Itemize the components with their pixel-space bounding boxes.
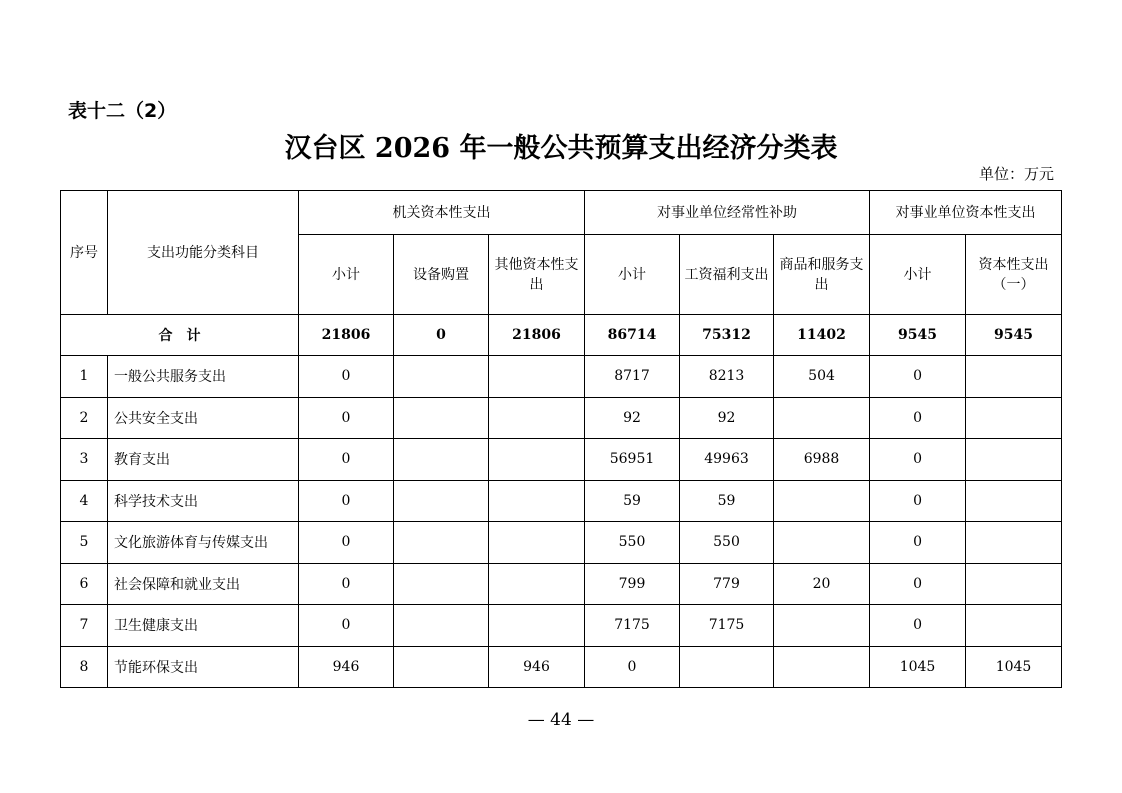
header-group-agency-capital: 机关资本性支出 (299, 191, 585, 235)
table-cell (489, 522, 585, 564)
table-cell: 0 (299, 563, 394, 605)
table-cell: 59 (680, 480, 774, 522)
row-seq: 4 (61, 480, 108, 522)
table-cell: 946 (299, 646, 394, 688)
table-cell: 0 (585, 646, 680, 688)
table-row (61, 522, 1062, 564)
table-row (61, 397, 1062, 439)
table-cell (966, 480, 1062, 522)
table-cell: 946 (489, 646, 585, 688)
total-cell: 21806 (489, 315, 585, 356)
row-seq: 3 (61, 439, 108, 481)
table-cell: 0 (299, 397, 394, 439)
row-seq: 8 (61, 646, 108, 688)
table-cell (680, 646, 774, 688)
table-cell: 56951 (585, 439, 680, 481)
table-row (61, 439, 1062, 481)
budget-table (60, 190, 1062, 688)
row-seq: 5 (61, 522, 108, 564)
table-cell: 550 (680, 522, 774, 564)
total-row (61, 315, 1062, 356)
row-subject: 卫生健康支出 (108, 605, 299, 647)
table-cell (394, 563, 489, 605)
row-subject: 一般公共服务支出 (108, 356, 299, 398)
table-cell: 0 (870, 397, 966, 439)
table-cell: 0 (299, 356, 394, 398)
table-cell (774, 397, 870, 439)
table-cell: 59 (585, 480, 680, 522)
table-cell (966, 439, 1062, 481)
table-cell: 1045 (966, 646, 1062, 688)
total-cell: 9545 (870, 315, 966, 356)
header-seq: 序号 (61, 191, 108, 315)
table-cell: 7175 (585, 605, 680, 647)
header-g1-other: 其他资本性支出 (489, 235, 585, 315)
row-seq: 1 (61, 356, 108, 398)
header-group-institution-recurring: 对事业单位经常性补助 (585, 191, 870, 235)
row-seq: 2 (61, 397, 108, 439)
header-subject: 支出功能分类科目 (108, 191, 299, 315)
total-cell: 11402 (774, 315, 870, 356)
total-cell: 0 (394, 315, 489, 356)
table-cell (774, 480, 870, 522)
table-cell: 799 (585, 563, 680, 605)
table-cell (966, 397, 1062, 439)
total-cell: 9545 (966, 315, 1062, 356)
header-g1-equipment: 设备购置 (394, 235, 489, 315)
table-cell (774, 605, 870, 647)
table-cell: 0 (870, 439, 966, 481)
table-cell: 6988 (774, 439, 870, 481)
table-row (61, 605, 1062, 647)
table-cell: 0 (870, 480, 966, 522)
table-cell (489, 397, 585, 439)
table-cell (394, 439, 489, 481)
table-cell (966, 563, 1062, 605)
row-subject: 公共安全支出 (108, 397, 299, 439)
total-cell: 75312 (680, 315, 774, 356)
table-cell (774, 646, 870, 688)
table-cell: 1045 (870, 646, 966, 688)
table-cell: 0 (299, 480, 394, 522)
table-label: 表十二（2） (68, 100, 177, 122)
table-cell: 7175 (680, 605, 774, 647)
table-row (61, 356, 1062, 398)
table-cell (489, 563, 585, 605)
table-cell: 779 (680, 563, 774, 605)
table-cell: 504 (774, 356, 870, 398)
table-cell (394, 480, 489, 522)
table-cell (774, 522, 870, 564)
table-cell: 20 (774, 563, 870, 605)
table-cell: 92 (585, 397, 680, 439)
table-cell: 0 (299, 522, 394, 564)
row-seq: 7 (61, 605, 108, 647)
header-group-institution-capital: 对事业单位资本性支出 (870, 191, 1062, 235)
table-cell: 0 (870, 522, 966, 564)
row-subject: 节能环保支出 (108, 646, 299, 688)
total-cell: 21806 (299, 315, 394, 356)
table-row (61, 480, 1062, 522)
table-cell (394, 646, 489, 688)
table-cell (489, 605, 585, 647)
row-subject: 科学技术支出 (108, 480, 299, 522)
row-seq: 6 (61, 563, 108, 605)
table-cell: 0 (870, 356, 966, 398)
table-cell: 8717 (585, 356, 680, 398)
table-cell (489, 480, 585, 522)
header-g3-subtotal: 小计 (870, 235, 966, 315)
table-cell (489, 356, 585, 398)
page-number: — 44 — (527, 710, 595, 730)
table-cell (394, 605, 489, 647)
header-g3-capital: 资本性支出（一） (966, 235, 1062, 315)
header-g2-subtotal: 小计 (585, 235, 680, 315)
table-cell (966, 522, 1062, 564)
table-cell: 0 (870, 605, 966, 647)
table-cell (966, 356, 1062, 398)
table-cell (966, 605, 1062, 647)
table-row (61, 646, 1062, 688)
total-label: 合 计 (61, 315, 299, 356)
table-cell (489, 439, 585, 481)
header-g2-goods: 商品和服务支出 (774, 235, 870, 315)
table-cell: 8213 (680, 356, 774, 398)
table-cell: 0 (870, 563, 966, 605)
page-title: 汉台区 2026 年一般公共预算支出经济分类表 (284, 133, 838, 164)
table-cell (394, 397, 489, 439)
table-row (61, 563, 1062, 605)
total-cell: 86714 (585, 315, 680, 356)
table-cell (394, 522, 489, 564)
table-cell: 49963 (680, 439, 774, 481)
table-cell: 92 (680, 397, 774, 439)
header-g2-wages: 工资福利支出 (680, 235, 774, 315)
table-cell: 550 (585, 522, 680, 564)
table-cell: 0 (299, 605, 394, 647)
table-cell (394, 356, 489, 398)
row-subject: 文化旅游体育与传媒支出 (108, 522, 299, 564)
table-cell: 0 (299, 439, 394, 481)
unit-label: 单位：万元 (978, 165, 1054, 183)
header-g1-subtotal: 小计 (299, 235, 394, 315)
row-subject: 社会保障和就业支出 (108, 563, 299, 605)
row-subject: 教育支出 (108, 439, 299, 481)
